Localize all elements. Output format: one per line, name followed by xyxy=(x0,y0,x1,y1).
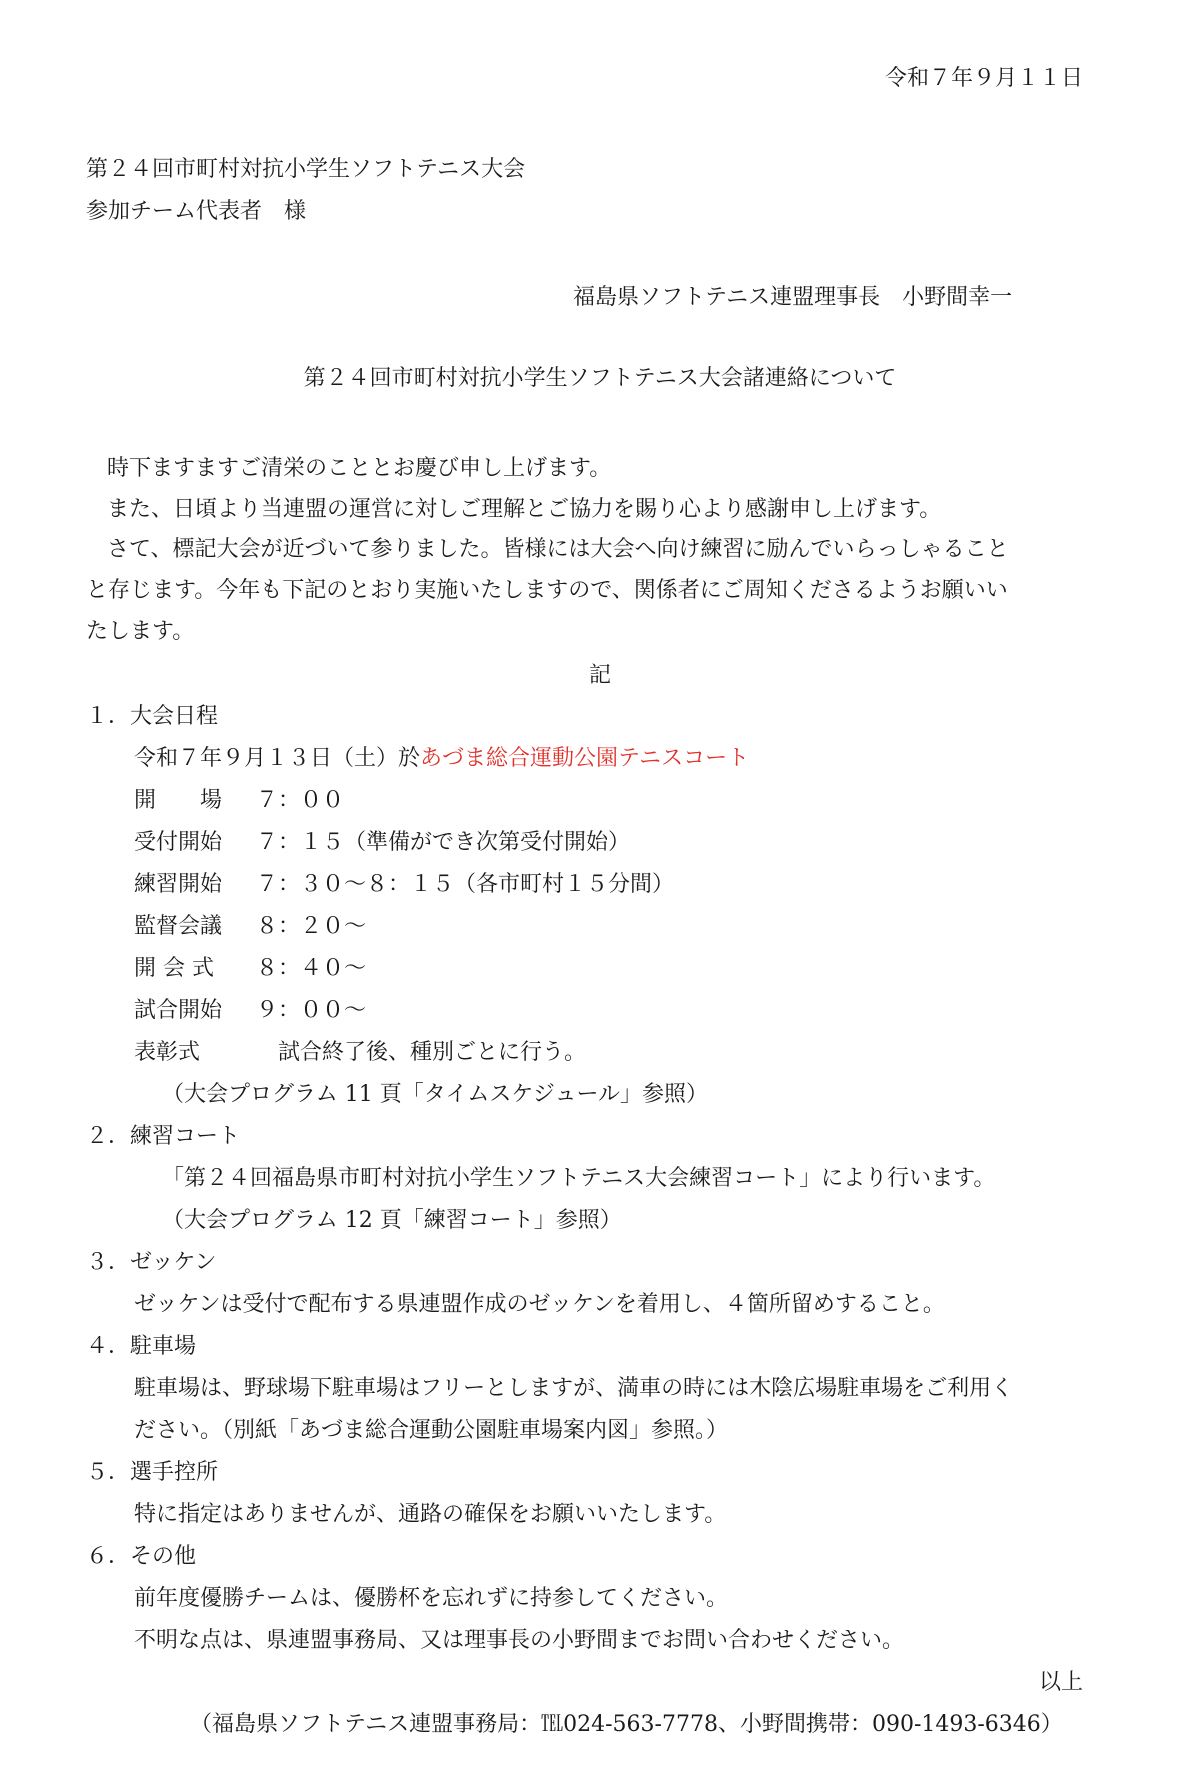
schedule-value: ７：００ xyxy=(256,788,345,813)
section-heading: ６．その他 xyxy=(86,1544,197,1569)
schedule-value: ９：００～ xyxy=(256,998,367,1023)
event-date: 令和７年９月１３日（土）於 xyxy=(134,746,421,771)
schedule-value: 試合終了後、種別ごとに行う。 xyxy=(256,1040,587,1065)
section-heading: ３．ゼッケン xyxy=(86,1250,217,1275)
section-heading: ２．練習コート xyxy=(86,1124,241,1149)
section-text: 不明な点は、県連盟事務局、又は理事長の小野間までお問い合わせください。 xyxy=(134,1628,905,1653)
section-text: 「第２４回福島県市町村対抗小学生ソフトテニス大会練習コート」により行います。 xyxy=(162,1166,996,1191)
section-text: ゼッケンは受付で配布する県連盟作成のゼッケンを着用し、４箇所留めすること。 xyxy=(134,1292,945,1317)
schedule-value: ７：３０～８：１５（各市町村１５分間） xyxy=(256,872,675,897)
recipient: 参加チーム代表者 様 xyxy=(86,199,307,224)
schedule-label: 表彰式 xyxy=(134,1040,201,1065)
event-venue: あづま総合運動公園テニスコート xyxy=(420,746,750,771)
intro-line: さて、標記大会が近づいて参りました。皆様には大会へ向け練習に励んでいらっしゃること xyxy=(107,537,1009,562)
section-text: 特に指定はありませんが、通路の確保をお願いいたします。 xyxy=(134,1502,727,1527)
schedule-row xyxy=(134,1040,586,1066)
sender: 福島県ソフトテニス連盟理事長 小野間幸一 xyxy=(573,285,1013,310)
contact-info: （福島県ソフトテニス連盟事務局：℡024-563-7778、小野間携帯：090-1493-6346） xyxy=(190,1712,1063,1737)
schedule-label: 開 会 式 xyxy=(134,956,214,981)
ki-marker: 記 xyxy=(588,663,611,688)
schedule-label: 開 場 xyxy=(134,788,223,813)
intro-line: と存じます。今年も下記のとおり実施いたしますので、関係者にご周知くださるようお願いい xyxy=(86,578,1008,603)
closing: 以上 xyxy=(1038,1670,1083,1695)
event-date-line xyxy=(134,746,749,772)
section-heading: ４．駐車場 xyxy=(86,1334,197,1359)
schedule-value: ８：２０～ xyxy=(256,914,367,939)
schedule-value: ８：４０～ xyxy=(256,956,367,981)
section-heading: １．大会日程 xyxy=(86,704,219,729)
section-note: （大会プログラム 12 頁「練習コート」参照） xyxy=(162,1208,622,1233)
schedule-value: ７：１５（準備ができ次第受付開始） xyxy=(256,830,631,855)
schedule-label: 試合開始 xyxy=(134,998,223,1023)
document-title: 第２４回市町村対抗小学生ソフトテニス大会諸連絡について xyxy=(303,366,897,391)
schedule-row xyxy=(134,914,366,940)
intro-line: また、日頃より当連盟の運営に対しご理解とご協力を賜り心より感謝申し上げます。 xyxy=(107,497,942,522)
section-text: 前年度優勝チームは、優勝杯を忘れずに持参してください。 xyxy=(134,1586,729,1611)
schedule-row xyxy=(134,788,344,814)
schedule-label: 監督会議 xyxy=(134,914,223,939)
section-heading: ５．選手控所 xyxy=(86,1460,219,1485)
schedule-row xyxy=(134,830,630,856)
recipient-event: 第２４回市町村対抗小学生ソフトテニス大会 xyxy=(86,157,526,182)
section-text: ださい。（別紙「あづま総合運動公園駐車場案内図」参照。） xyxy=(134,1418,729,1443)
schedule-label: 練習開始 xyxy=(134,872,223,897)
intro-line: たします。 xyxy=(86,619,195,644)
schedule-row xyxy=(134,998,366,1024)
schedule-label: 受付開始 xyxy=(134,830,223,855)
schedule-row xyxy=(134,872,674,898)
section-text: 駐車場は、野球場下駐車場はフリーとしますが、満車の時には木陰広場駐車場をご利用く xyxy=(134,1376,1014,1401)
section-note: （大会プログラム 11 頁「タイムスケジュール」参照） xyxy=(162,1082,709,1107)
schedule-row xyxy=(134,956,366,982)
intro-line: 時下ますますご清栄のこととお慶び申し上げます。 xyxy=(107,456,612,481)
document-date: 令和７年９月１１日 xyxy=(884,66,1083,91)
